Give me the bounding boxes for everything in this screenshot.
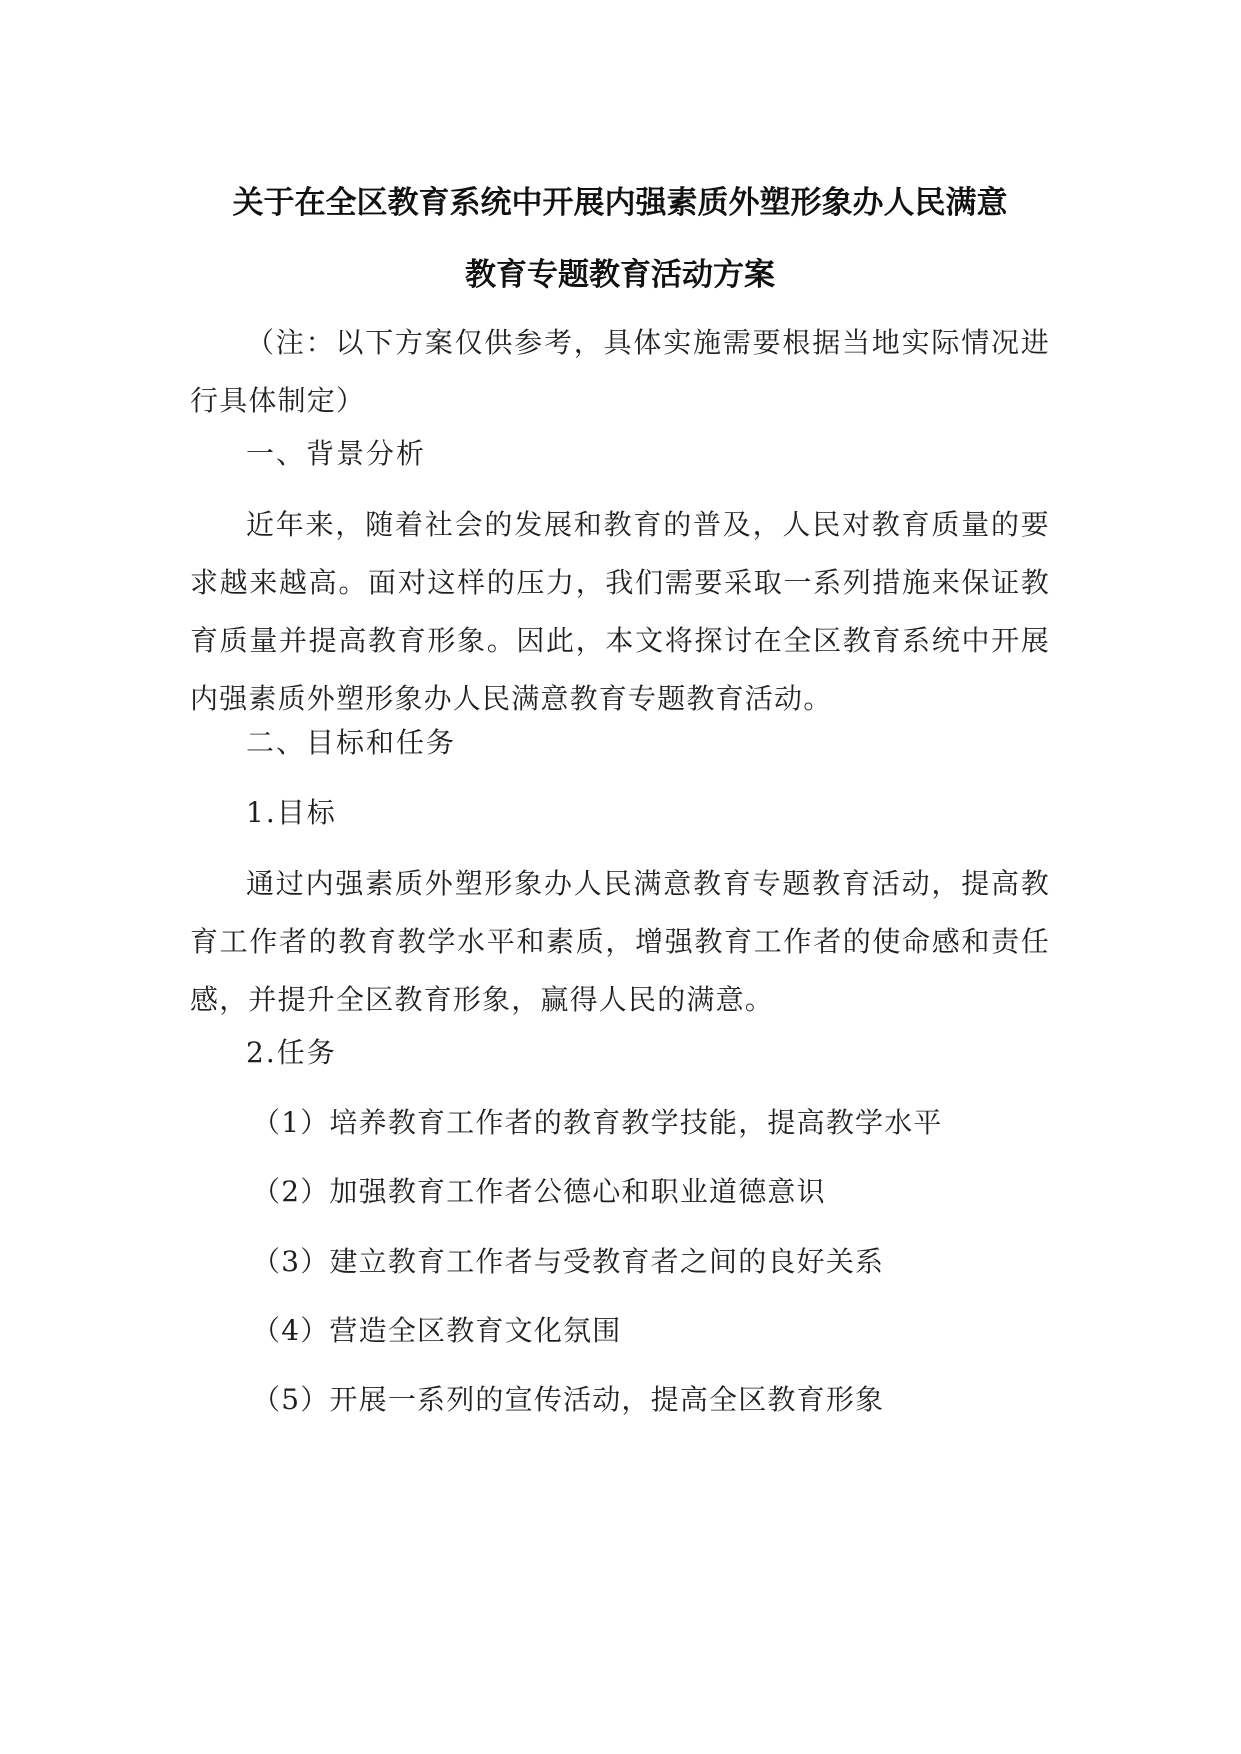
- document-title-line-2: 教育专题教育活动方案: [465, 257, 775, 293]
- background-paragraph: 近年来，随着社会的发展和教育的普及，人民对教育质量的要求越来越高。面对这样的压力，我们需要采取一系列措施来保证教育质量并提高教育形象。因此，本文将探讨在全区教育系统中开展内强素质外塑形象办人民满意教育专题教育活动。: [190, 508, 1050, 715]
- section-heading-background: 一、背景分析: [246, 437, 427, 470]
- section-heading-goals-tasks: 二、目标和任务: [246, 726, 457, 759]
- task-item: （3）建立教育工作者与受教育者之间的良好关系: [252, 1245, 885, 1278]
- task-item: （4）营造全区教育文化氛围: [252, 1314, 622, 1347]
- goal-paragraph: 通过内强素质外塑形象办人民满意教育专题教育活动，提高教育工作者的教育教学水平和素质，增强教育工作者的使命感和责任感，并提升全区教育形象，赢得人民的满意。: [190, 867, 1050, 1016]
- task-heading: 2.任务: [246, 1036, 337, 1069]
- goal-heading: 1.目标: [246, 796, 337, 829]
- document-title-line-1: 关于在全区教育系统中开展内强素质外塑形象办人民满意: [232, 185, 1008, 221]
- task-item: （5）开展一系列的宣传活动，提高全区教育形象: [252, 1383, 885, 1416]
- task-item: （2）加强教育工作者公德心和职业道德意识: [252, 1175, 826, 1208]
- note-paragraph: （注：以下方案仅供参考，具体实施需要根据当地实际情况进行具体制定）: [190, 326, 1050, 417]
- task-item: （1）培养教育工作者的教育教学技能，提高教学水平: [252, 1106, 943, 1139]
